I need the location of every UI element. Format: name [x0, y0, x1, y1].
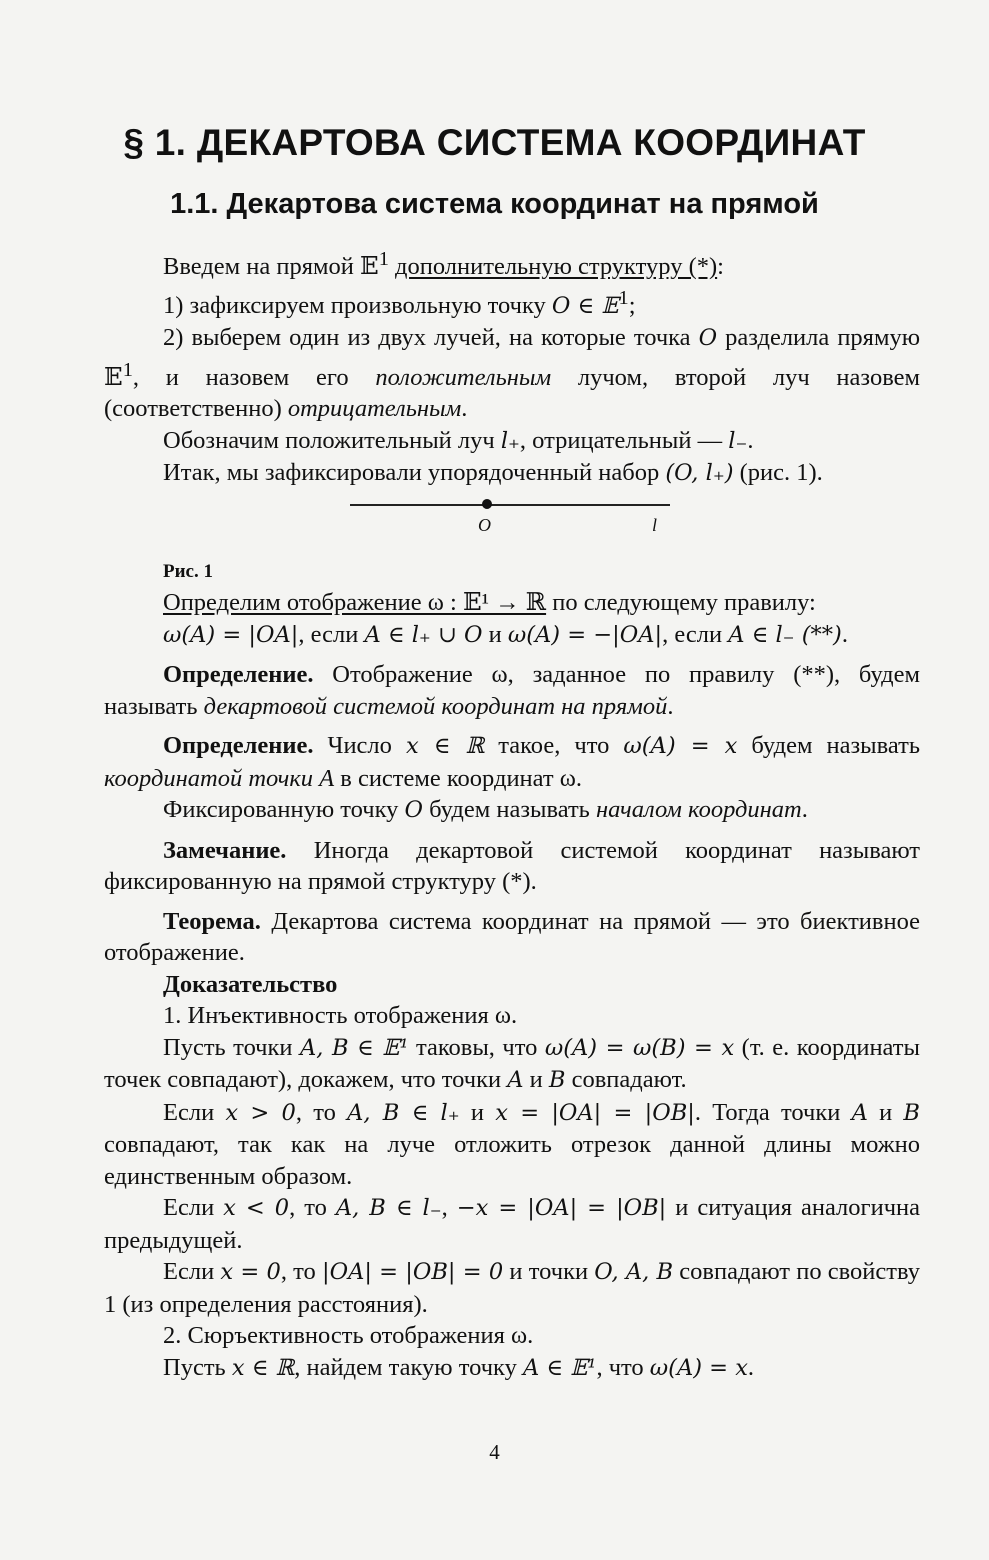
italic-term: положительным: [375, 363, 552, 391]
math: A, B ∈ 𝔼¹: [300, 1034, 409, 1061]
text: , отрицательный —: [519, 426, 729, 454]
math: B: [548, 1067, 566, 1094]
math: x < 0: [223, 1195, 290, 1222]
text: Отображение ω, заданное по правилу (**), будем называть: [104, 661, 920, 720]
origin-point: [482, 499, 492, 509]
text: .: [747, 1353, 755, 1381]
paragraph: [104, 244, 920, 283]
text: ,: [441, 1194, 457, 1222]
superscript: 1: [618, 286, 629, 309]
text: Обозначим положительный луч: [163, 426, 501, 454]
math: A, B ∈ l₊: [347, 1099, 460, 1126]
text: , найдем такую точку: [294, 1353, 523, 1381]
page-number: 4: [489, 1440, 500, 1464]
paragraph: [104, 794, 920, 827]
paragraph: [104, 1256, 920, 1320]
text: такое, что: [484, 732, 624, 760]
paragraph: [104, 587, 920, 619]
math: x = 0: [220, 1259, 281, 1286]
paragraph: [104, 322, 920, 425]
underlined-text: дополнительную структуру (*): [395, 253, 718, 281]
math: A: [851, 1099, 868, 1126]
section-title: § 1. ДЕКАРТОВА СИСТЕМА КООРДИНАТ: [123, 122, 866, 163]
text: , то: [295, 1098, 348, 1126]
math: x ∈ ℝ: [405, 733, 485, 760]
paragraph: [104, 1352, 920, 1385]
text: , что: [596, 1353, 650, 1381]
paragraph: [104, 283, 920, 323]
text: .: [747, 426, 754, 454]
text: 1. Инъективность отображения ω.: [163, 1002, 518, 1030]
text: .: [841, 620, 848, 648]
text: .: [461, 395, 468, 423]
math: ω(A) = x: [649, 1354, 748, 1381]
text: таковы, что: [408, 1033, 545, 1061]
text: будем называть: [737, 732, 921, 760]
figure-1: [104, 492, 920, 552]
math: A ∈ l₊ ∪ O: [364, 621, 483, 648]
text: по следующему правилу:: [546, 589, 816, 617]
math: O: [698, 325, 718, 352]
text: (т. е. координаты точек совпадают), докажем, что точки: [104, 1033, 920, 1094]
italic-term: декартовой системой координат на прямой: [203, 692, 668, 720]
math: A ∈ l₋ (**): [728, 621, 842, 648]
proof-heading: [104, 969, 920, 1001]
math: x > 0: [225, 1099, 296, 1126]
math: l₋: [728, 427, 748, 454]
text: совпадают по свойству 1 (из определения расстояния).: [104, 1258, 920, 1318]
text: и: [523, 1066, 549, 1094]
text: лучом, второй луч назовем (соответственно): [104, 363, 920, 423]
subsection-title: 1.1. Декартова система координат на прямой: [170, 188, 819, 220]
text: Число: [313, 732, 406, 760]
superscript: 1: [122, 358, 133, 381]
remark-paragraph: [104, 835, 920, 898]
bold-label: Замечание.: [163, 836, 287, 864]
text: , если: [662, 620, 729, 648]
paragraph: [104, 1192, 920, 1256]
number-line: [350, 504, 670, 506]
figure-caption: Рис. 1: [163, 560, 213, 582]
text: 2. Сюръективность отображения ω.: [163, 1322, 534, 1350]
math: ω(A) = x: [623, 733, 738, 760]
paragraph: [104, 619, 920, 652]
superscript: 1: [378, 248, 389, 270]
math: A, B ∈ l₋: [335, 1195, 442, 1222]
math: B: [903, 1099, 920, 1126]
italic-term: координатой точки A: [104, 764, 335, 792]
text: , если: [298, 620, 365, 648]
text: и: [482, 620, 508, 648]
math: (O, l₊): [665, 460, 734, 487]
text: Если: [163, 1098, 226, 1126]
bold-label: Доказательство: [163, 970, 338, 998]
text: Декартова система координат на прямой — это биективное отображение.: [104, 907, 920, 967]
text: Пусть: [163, 1353, 232, 1381]
math: O: [404, 797, 424, 824]
math: −x = |OA| = |OB|: [456, 1195, 667, 1222]
math: ω(A) = −|OA|: [507, 621, 663, 648]
definition-paragraph: [104, 659, 920, 722]
paragraph: [104, 425, 920, 458]
text: .: [801, 796, 808, 824]
definition-paragraph: [104, 730, 920, 794]
text: и: [867, 1098, 904, 1126]
bold-label: Определение.: [163, 661, 314, 689]
text: в системе координат ω.: [334, 764, 582, 792]
paragraph: [104, 1320, 920, 1352]
text: , и назовем его: [132, 363, 376, 391]
text: ;: [628, 291, 636, 319]
text: (рис. 1).: [733, 459, 823, 487]
paragraph: [104, 1097, 920, 1193]
text: 1) зафиксируем произвольную точку: [163, 291, 552, 319]
text: Итак, мы зафиксировали упорядоченный набор: [163, 459, 666, 487]
ray-label: l: [652, 514, 658, 535]
text: , то: [280, 1258, 322, 1286]
math: x = |OA| = |OB|: [495, 1099, 695, 1126]
text: :: [717, 253, 724, 281]
text: разделила прямую 𝔼: [104, 324, 921, 391]
text: и: [459, 1098, 496, 1126]
text: Фиксированную точку: [163, 796, 405, 824]
origin-label: O: [478, 514, 491, 535]
math: A ∈ 𝔼¹: [522, 1354, 597, 1381]
paragraph: [104, 457, 920, 490]
text: совпадают, так как на луче отложить отрезок данной длины можно единственным образом.: [104, 1131, 920, 1190]
underlined-text: Определим отображение ω : 𝔼¹ → ℝ: [163, 589, 547, 617]
math: ω(A) = |OA|: [163, 621, 299, 648]
math: A: [507, 1067, 524, 1094]
text: будем называть: [423, 796, 596, 824]
text: совпадают.: [565, 1066, 687, 1094]
math: O ∈ 𝔼: [551, 292, 619, 319]
text: , то: [289, 1194, 336, 1222]
italic-term: началом координат: [595, 796, 802, 824]
math: O, A, B: [594, 1259, 674, 1286]
text: Введем на прямой 𝔼: [163, 253, 379, 281]
math: x ∈ ℝ: [231, 1354, 295, 1381]
bold-label: Теорема.: [163, 907, 261, 935]
math: l₊: [500, 427, 520, 454]
text: 2) выберем один из двух лучей, на которые точка: [163, 324, 699, 352]
text: . Тогда точки: [694, 1098, 852, 1126]
math: |OA| = |OB| = 0: [322, 1259, 504, 1286]
text: Иногда декартовой системой координат называют фиксированную на прямой структуру (*).: [104, 836, 920, 896]
italic-term: отрицательным: [287, 395, 462, 423]
paragraph: [104, 1032, 920, 1097]
text: Если: [163, 1258, 221, 1286]
page-body: [104, 244, 920, 1384]
text: и ситуация аналогична предыдущей.: [104, 1194, 920, 1254]
text: Если: [163, 1194, 224, 1222]
bold-label: Определение.: [163, 732, 314, 760]
text: Пусть точки: [163, 1033, 301, 1061]
paragraph: [104, 1000, 920, 1032]
text: .: [667, 692, 674, 720]
text: и точки: [503, 1258, 595, 1286]
math: ω(A) = ω(B) = x: [544, 1034, 735, 1061]
theorem-paragraph: [104, 906, 920, 969]
